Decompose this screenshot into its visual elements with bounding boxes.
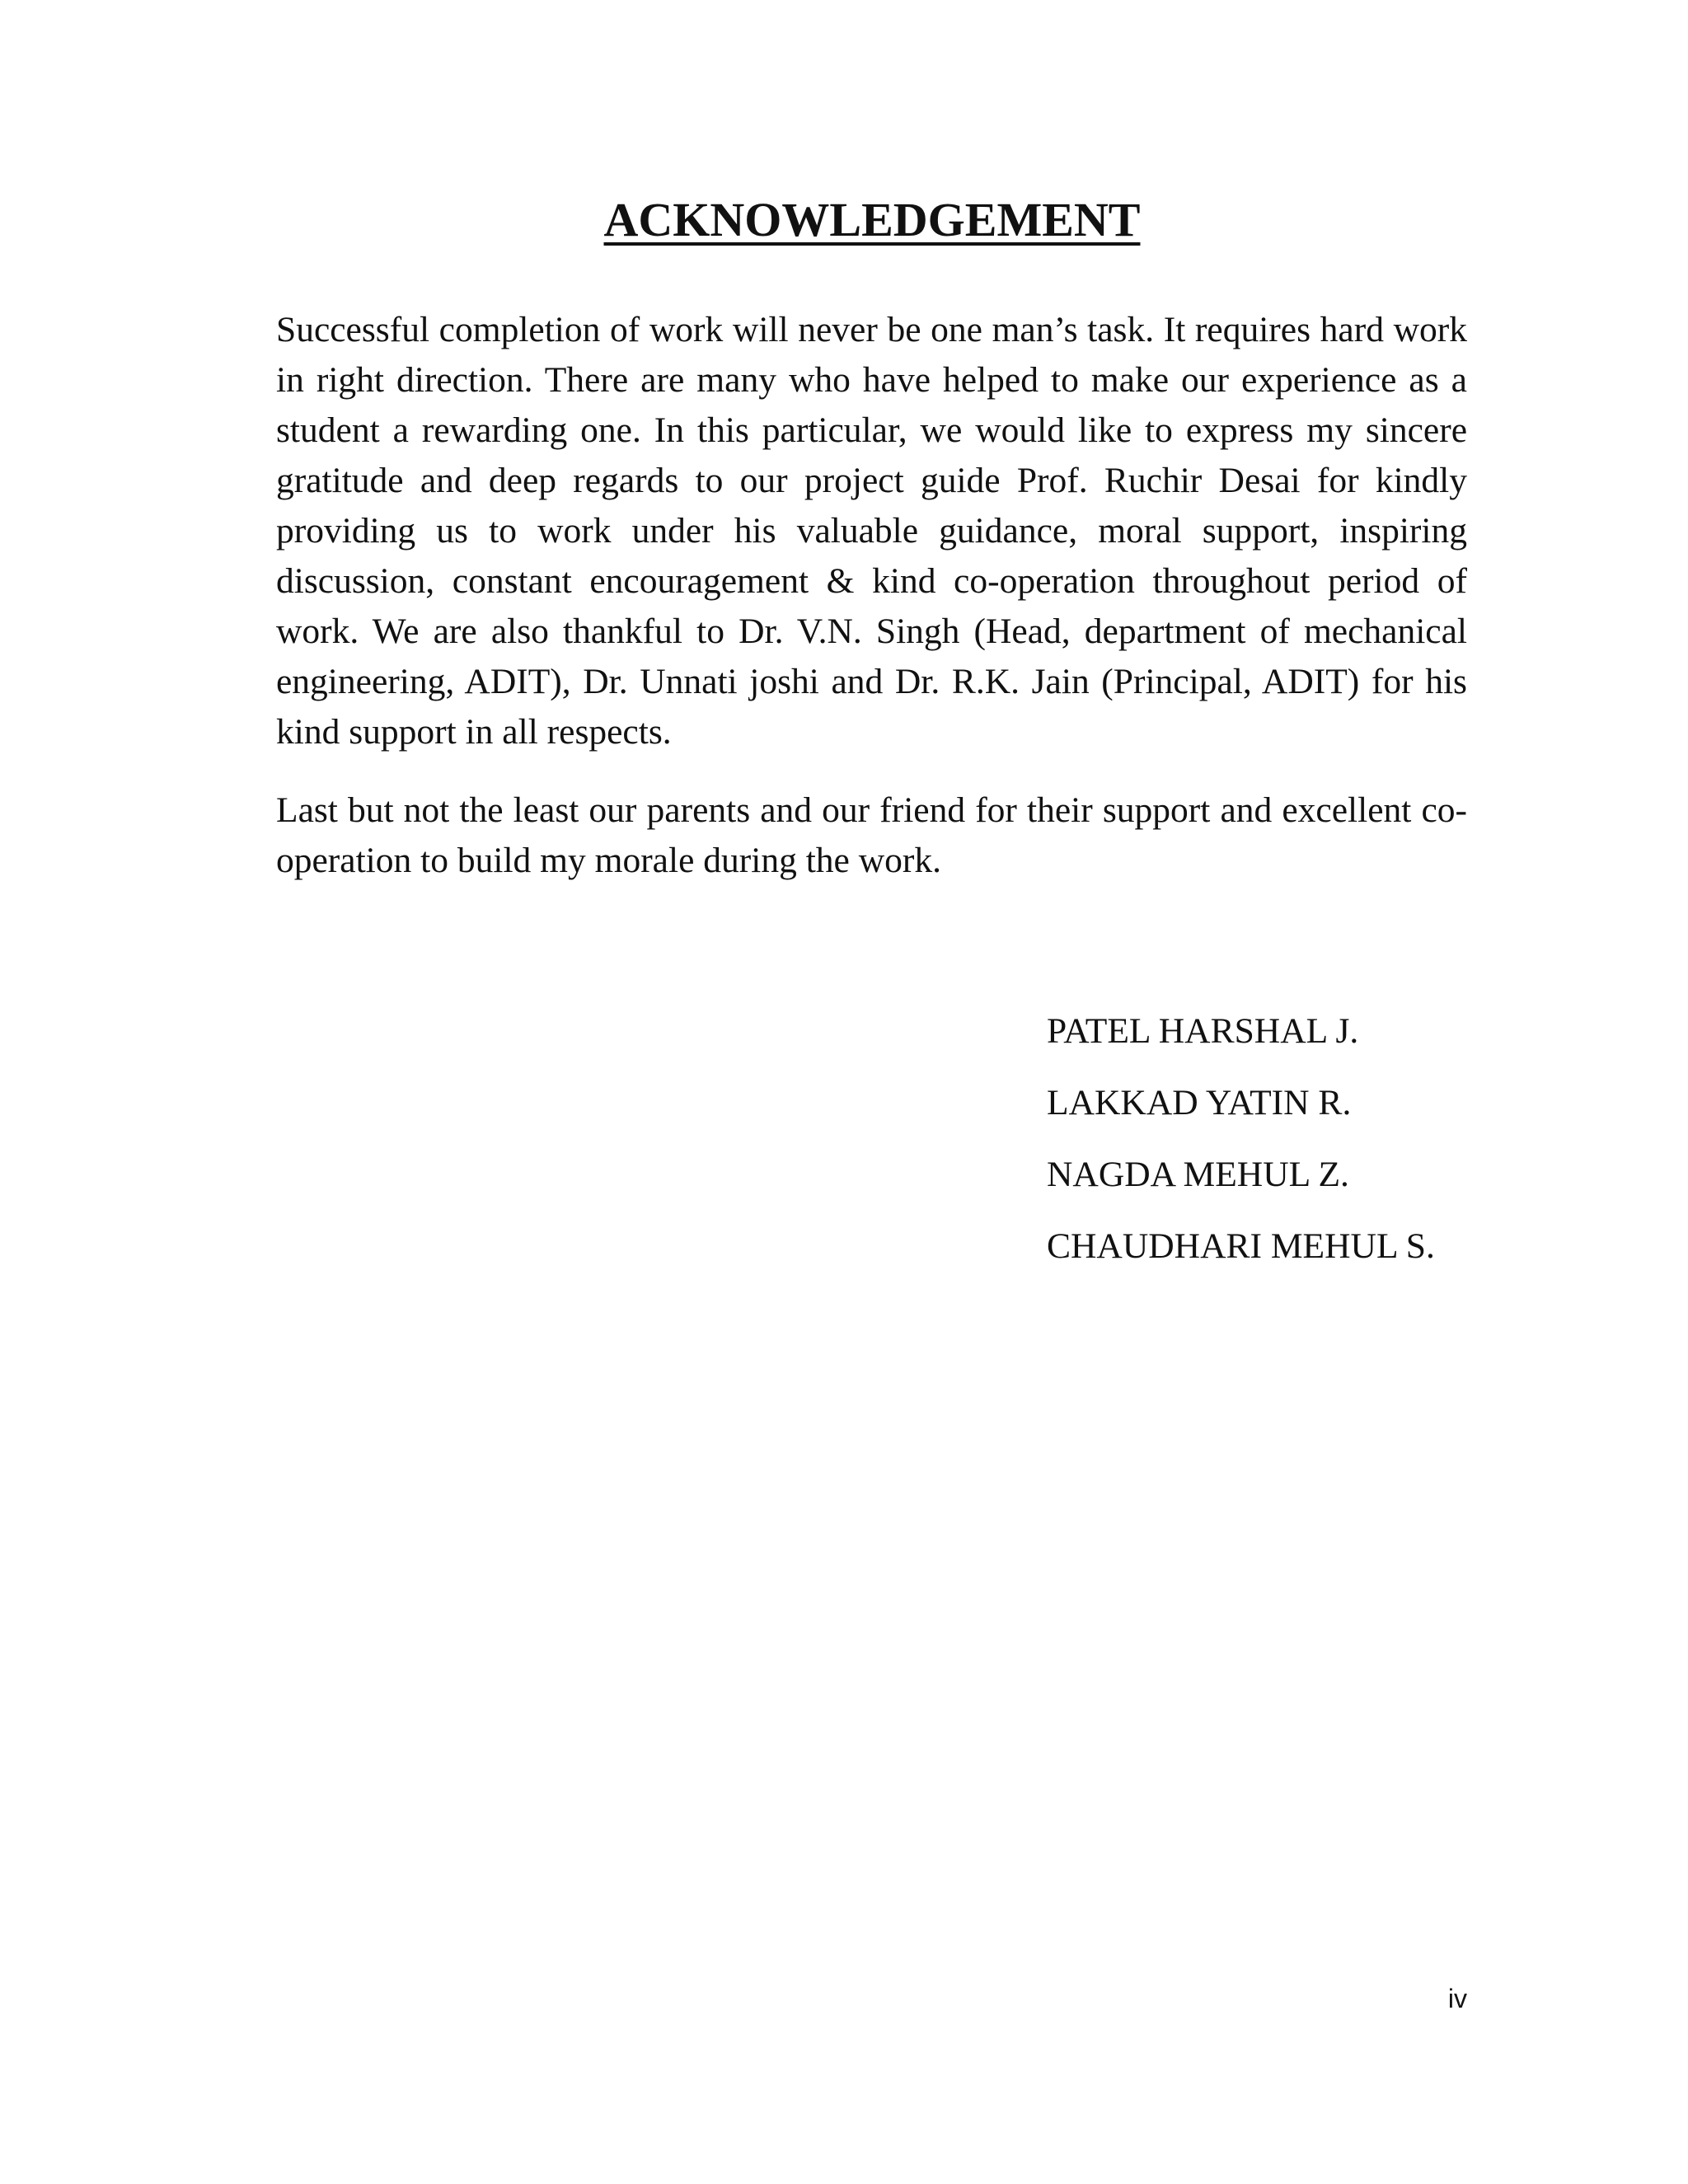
paragraph-gratitude: Successful completion of work will never be one man’s task. It requires hard work in right direction. There are many who have helped to make our experience as a student a rewarding one. In this particular, we would like to express my sincere gratitude and deep regards to our project guide Prof. Ruchir Desai for kindly providing us to work under his valuable guidance, moral support, inspiring discussion, constant encouragement & kind co-operation throughout period of work. We are also thankful to Dr. V.N. Singh (Head, department of mechanical engineering, ADIT), Dr. Unnati joshi and Dr. R.K. Jain (Principal, ADIT) for his kind support in all respects. — [276, 310, 1467, 752]
paragraph-parents-friends: Last but not the least our parents and our friend for their support and excellent co-operation to build my morale during the work. — [276, 790, 1467, 880]
signatory-name: LAKKAD YATIN R. — [1047, 1083, 1352, 1122]
signatory-name: NAGDA MEHUL Z. — [1047, 1155, 1349, 1194]
signatory-name: PATEL HARSHAL J. — [1047, 1011, 1359, 1051]
page-number: iv — [1447, 1984, 1467, 2013]
signatory-name: CHAUDHARI MEHUL S. — [1047, 1226, 1435, 1266]
page-title: ACKNOWLEDGEMENT — [603, 193, 1141, 246]
signatory-list — [1047, 996, 1624, 1282]
